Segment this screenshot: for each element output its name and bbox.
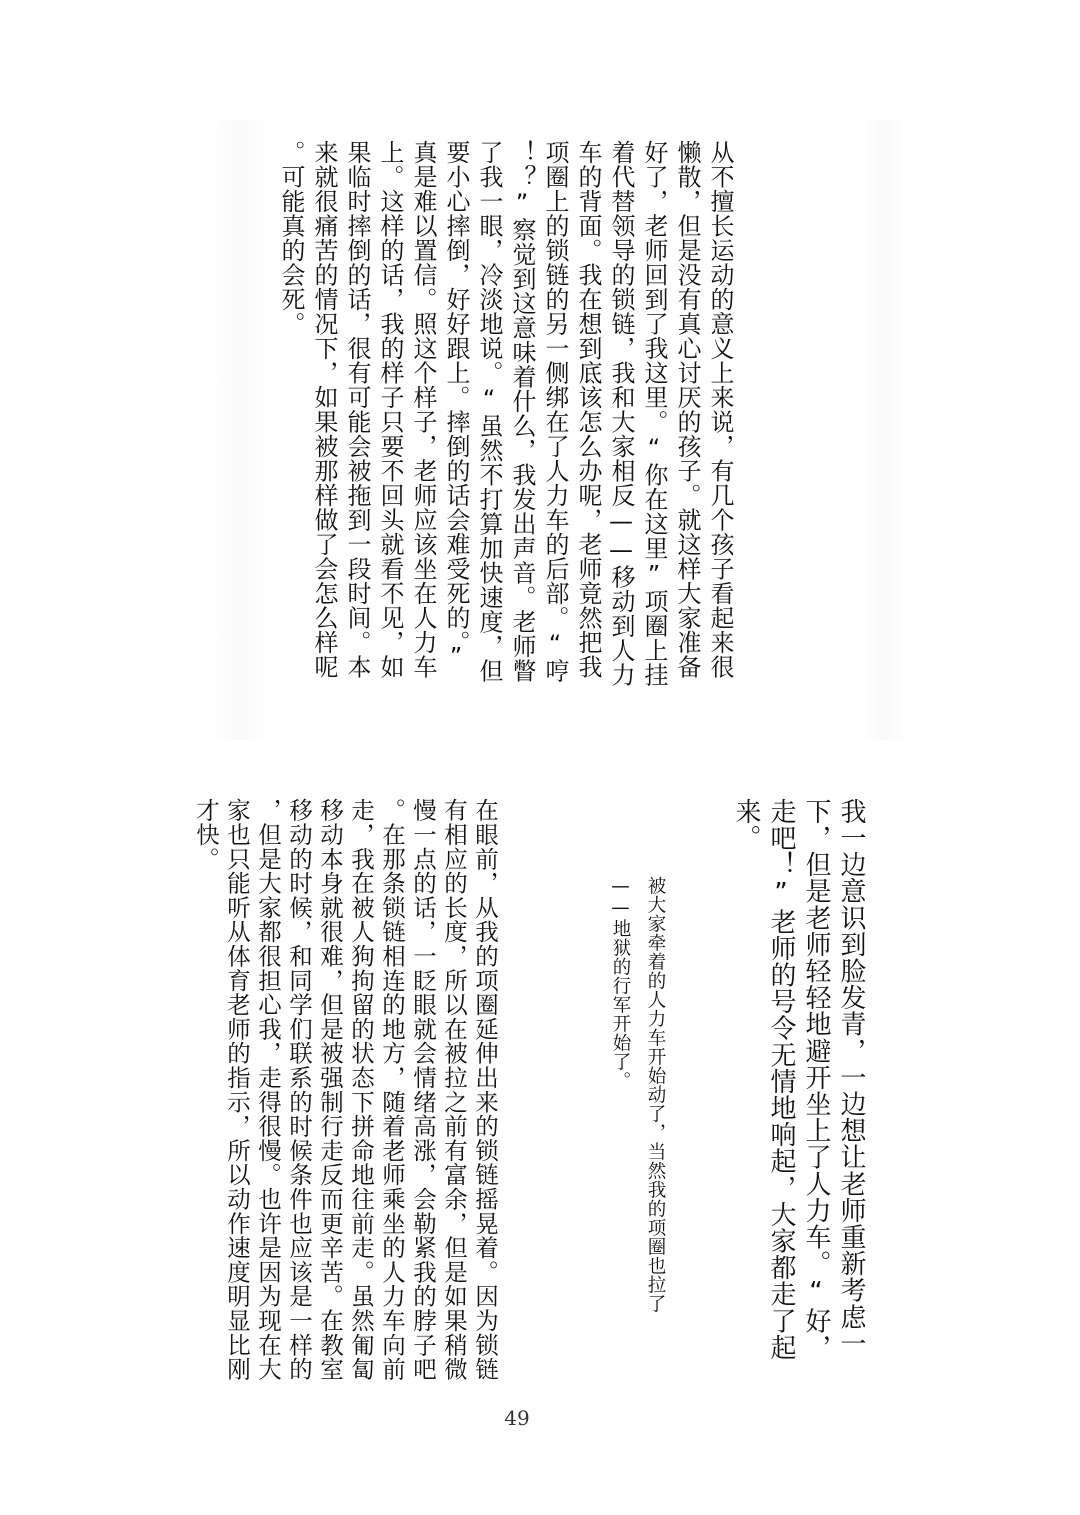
text-column: 在眼前，从我的项圈延伸出来的锁链摇晃着。因为锁链: [471, 798, 499, 1382]
text-column: 走，我在被人狗拘留的状态下拼命地往前走。虽然匍匐: [347, 798, 375, 1382]
text-column: 真是难以置信。照这个样子，老师应该坐在人力车: [409, 140, 437, 679]
scan-shade: [210, 120, 270, 740]
text-column: 车的背面。我在想到底该怎么办呢，老师竟然把我: [574, 140, 602, 679]
top-text-block: [274, 140, 736, 687]
text-column: 懒散，但是没有真心讨厌的孩子。就这样大家准备: [673, 140, 701, 679]
text-column: 。在那条锁链相连的地方，随着老师乘坐的人力车向前: [378, 798, 406, 1382]
scene-break-caption: [603, 876, 673, 1313]
text-column: 来就很痛苦的情况下，如果被那样做了会怎么样呢: [310, 140, 338, 679]
text-column: 有相应的长度，所以在被拉之前有富余，但是如果稍微: [440, 798, 468, 1382]
text-column: 上。这样的话，我的样子只要不回头就看不见，如: [376, 140, 404, 679]
text-column: ，但是大家都很担心我，走得很慢。也许是因为现在大: [254, 798, 282, 1382]
bottom-main-text-block: [728, 798, 868, 1361]
page-number: 49: [504, 1406, 530, 1430]
scan-shade: [860, 120, 910, 740]
text-column: 我一边意识到脸发青，一边想让老师重新考虑一: [836, 798, 866, 1357]
text-column: 项圈上的锁链的另一侧绑在了人力车的后部。“哼: [541, 140, 569, 683]
text-column: 移动的时候，和同学们联系的时候条件也应该是一样的: [285, 798, 313, 1382]
text-column: 移动本身就很难，但是被强制行走反而更辛苦。在教室: [316, 798, 344, 1382]
text-column: 家也只能听从体育老师的指示，所以动作速度明显比刚: [223, 798, 251, 1382]
caption-column: ——地狱的行军开始了。: [610, 876, 631, 1090]
text-column: 从不擅长运动的意义上来说，有几个孩子看起来很: [706, 140, 734, 679]
text-column: 了我一眼，冷淡地说。“虽然不打算加快速度，但: [475, 140, 503, 683]
text-column: 来。: [731, 798, 761, 852]
text-column: 要小心摔倒，好好跟上。摔倒的话会难受死的。”: [442, 140, 470, 671]
text-column: 慢一点的话，一眨眼就会情绪高涨，会勒紧我的脖子吧: [409, 798, 437, 1382]
text-column: 才快。: [192, 798, 220, 871]
text-column: 。可能真的会死。: [277, 140, 305, 336]
text-column: 着代替领导的锁链，我和大家相反——移动到人力: [607, 140, 635, 687]
text-column: ！？”察觉到这意味着什么，我发出声音。老师瞥: [508, 140, 536, 683]
text-column: 走吧！”老师的号令无情地响起，大家都走了起: [766, 798, 796, 1361]
text-column: 下，但是老师轻轻地避开坐上了人力车。“好，: [801, 798, 831, 1361]
text-column: 果临时摔倒的话，很有可能会被拖到一段时间。本: [343, 140, 371, 679]
caption-column: 被大家牵着的人力车开始动了，当然我的项圈也拉了: [645, 876, 666, 1313]
bottom-left-text-block: [190, 798, 500, 1381]
text-column: 好了，老师回到了我这里。“你在这里”项圈上挂: [640, 140, 668, 687]
